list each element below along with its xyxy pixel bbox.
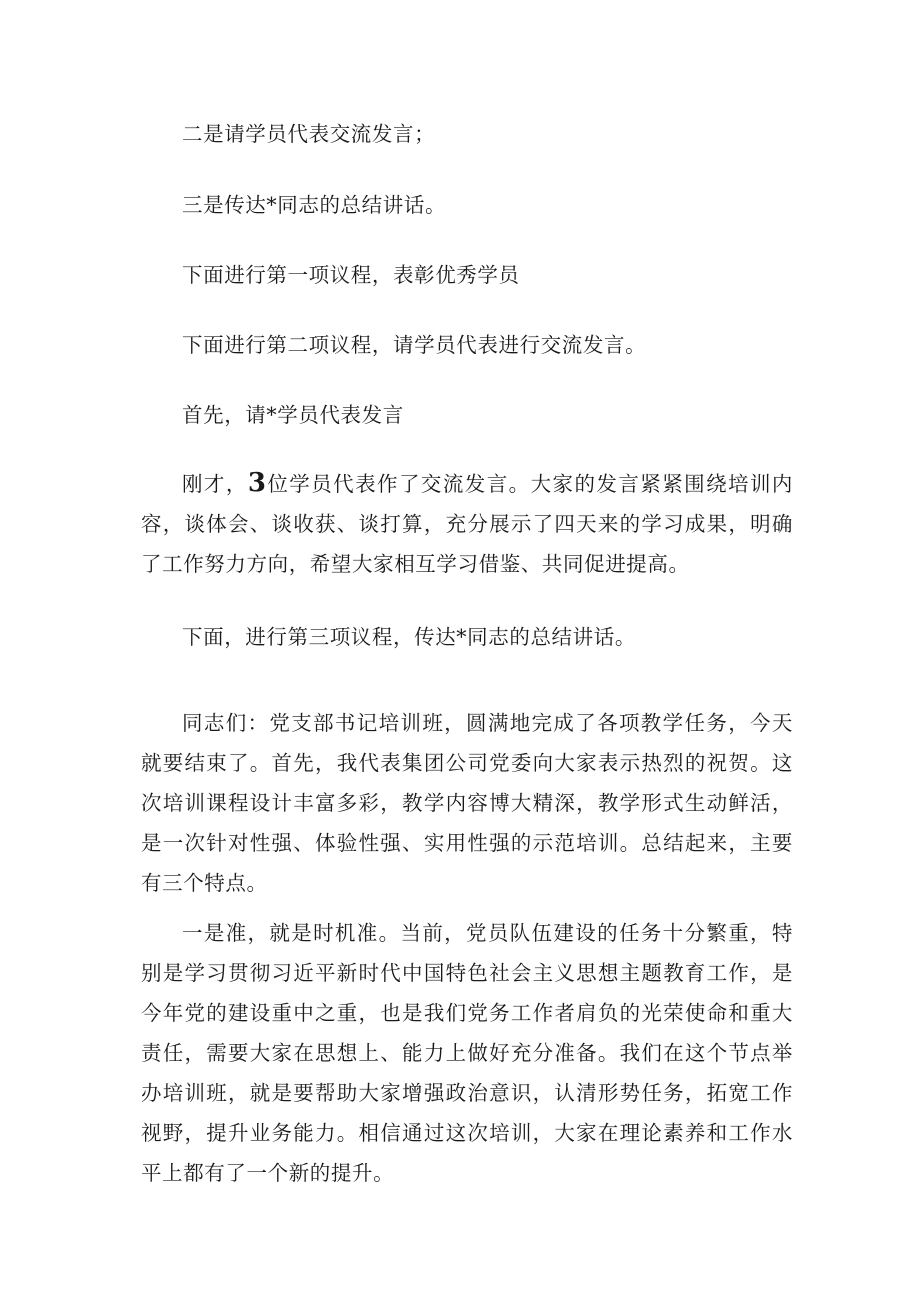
speaker-count-number: 3 xyxy=(247,468,267,498)
paragraph-agenda-3: 三是传达*同志的总结讲话。 xyxy=(182,193,447,217)
paragraph-first-speaker: 首先，请*学员代表发言 xyxy=(182,403,404,427)
paragraph-item-2: 下面进行第二项议程，请学员代表进行交流发言。 xyxy=(182,333,647,357)
paragraph-summary-speeches: 刚才，3位学员代表作了交流发言。大家的发言紧紧围绕培训内容，谈体会、谈收获、谈打算，充分展示了四天来的学习成果，明确了工作努力方向，希望大家相互学习借鉴、共同促进提高。 xyxy=(141,468,793,576)
paragraph-opening-remarks: 同志们：党支部书记培训班，圆满地完成了各项教学任务，今天就要结束了。首先，我代表集团公司党委向大家表示热烈的祝贺。这次培训课程设计丰富多彩，教学内容博大精深，教学形式生动鲜活，是一次针对性强、体验性强、实用性强的示范培训。总结起来，主要有三个特点。 xyxy=(141,711,793,895)
paragraph-item-3: 下面，进行第三项议程，传达*同志的总结讲话。 xyxy=(182,625,636,649)
paragraph-feature-one: 一是准，就是时机准。当前，党员队伍建设的任务十分繁重，特别是学习贯彻习近平新时代中国特色社会主义思想主题教育工作，是今年党的建设重中之重，也是我们党务工作者肩负的光荣使命和重大责任，需要大家在思想上、能力上做好充分准备。我们在这个节点举办培训班，就是要帮助大家增强政治意识，认清形势任务，拓宽工作视野，提升业务能力。相信通过这次培训，大家在理论素养和工作水平上都有了一个新的提升。 xyxy=(141,921,793,1185)
paragraph-item-1: 下面进行第一项议程，表彰优秀学员 xyxy=(182,263,520,287)
paragraph-agenda-2: 二是请学员代表交流发言； xyxy=(182,122,436,146)
